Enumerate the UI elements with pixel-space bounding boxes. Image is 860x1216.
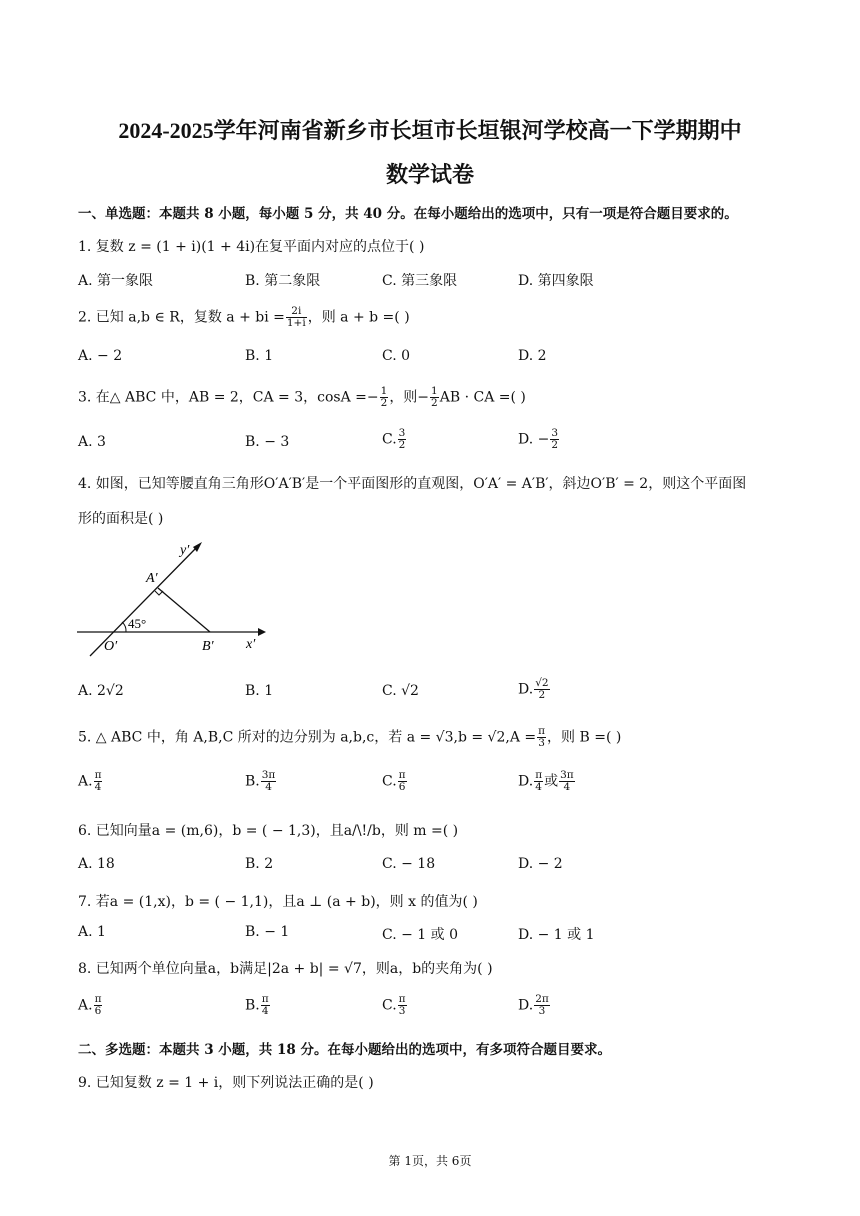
q5-stem-part-b: ，则 B =( ): [547, 729, 622, 746]
q5-option-a: [78, 770, 103, 793]
q5-opt-d-den1: 4: [535, 781, 542, 793]
q3-stem-part-a: 3. 在△ ABC 中，AB = 2，CA = 3，cosA =−: [78, 389, 379, 406]
q3-stem-part-c: AB · CA =( ): [439, 389, 526, 406]
q2-stem-part-b: ，则 a + b =( ): [307, 309, 410, 326]
q8-opt-a-frac: [94, 994, 103, 1017]
y-axis-label: y′: [180, 543, 190, 558]
q2-frac-den: 1+i: [286, 317, 306, 329]
q4-option-b: B. 1: [245, 683, 274, 699]
q5-opt-d-or: 或: [544, 773, 559, 790]
q2-option-a: A. − 2: [78, 348, 123, 364]
q3-frac2-den: 2: [431, 397, 438, 409]
q5-opt-b-label: B.: [245, 773, 260, 790]
q5-opt-a-frac: [94, 770, 103, 793]
q8-opt-a-num: π: [94, 993, 102, 1005]
q5-option-c: [382, 770, 408, 793]
point-b-label: B′: [202, 639, 214, 654]
question-2-stem: [78, 306, 410, 329]
q5-opt-b-frac: [261, 770, 277, 793]
q5-stem-part-a: 5. △ ABC 中，角 A,B,C 所对的边分别为 a,b,c，若 a = √3,b = √2,A =: [78, 729, 537, 746]
q5-frac-den: 3: [538, 737, 545, 749]
q8-opt-b-den: 4: [261, 1005, 269, 1017]
q4-option-d-label: D.: [518, 681, 534, 698]
q1-option-d: D. 第四象限: [518, 273, 594, 289]
q8-opt-b-label: B.: [245, 997, 260, 1014]
point-o-label: O′: [104, 639, 118, 654]
q8-opt-a-label: A.: [78, 997, 93, 1014]
q7-option-d: D. − 1 或 1: [518, 927, 595, 943]
q5-opt-b-den: 4: [265, 781, 272, 793]
question-6-stem: 6. 已知向量a = (m,6)，b = ( − 1,3)，且a/\!/b，则 m =( ): [78, 823, 459, 839]
q4-optd-num: √2: [535, 677, 549, 689]
section-multi-choice-header: 二、多选题：本题共 3 小题，共 18 分。在每小题给出的选项中，有多项符合题目要求。: [78, 1042, 611, 1058]
q5-opt-d-frac1: [534, 770, 543, 793]
exam-title-line2: 数学试卷: [385, 162, 474, 187]
q5-stem-fraction: [537, 726, 546, 749]
q5-opt-d-frac2: [559, 770, 575, 793]
q1-option-a: A. 第一象限: [78, 273, 154, 289]
q8-option-d: [518, 994, 551, 1017]
q8-opt-c-label: C.: [382, 997, 397, 1014]
q3-fraction-2: [430, 386, 439, 409]
x-axis-label: x′: [246, 637, 256, 652]
q3-optd-den: 2: [551, 439, 559, 451]
q2-stem-part-a: 2. 已知 a,b ∈ R，复数 a + bi =: [78, 309, 285, 326]
q8-option-b: [245, 994, 271, 1017]
q3-stem-part-b: ，则−: [389, 389, 430, 406]
q2-frac-num: 2i: [286, 306, 307, 318]
q6-option-b: B. 2: [245, 856, 274, 872]
angle-label: 45°: [128, 616, 147, 631]
q5-opt-a-den: 4: [94, 781, 102, 793]
q3-frac2-num: 1: [431, 385, 438, 397]
q8-opt-d-frac: [534, 994, 550, 1017]
q5-opt-d-label: D.: [518, 773, 534, 790]
q8-opt-c-den: 3: [398, 1005, 406, 1017]
right-angle-mark: [155, 591, 163, 595]
q8-opt-b-frac: [261, 994, 270, 1017]
q5-opt-c-frac: [398, 770, 407, 793]
q3-option-a: A. 3: [78, 434, 106, 450]
q3-fraction-1: [380, 386, 389, 409]
point-a-label: A′: [146, 571, 158, 586]
q1-option-c: C. 第三象限: [382, 273, 458, 289]
q3-option-c-fraction: [398, 428, 407, 451]
q5-option-b: [245, 770, 277, 793]
q5-opt-c-label: C.: [382, 773, 397, 790]
question-4-stem-line1: 4. 如图，已知等腰直角三角形O′A′B′是一个平面图形的直观图，O′A′ = A′B′，斜边O′B′ = 2，则这个平面图: [78, 476, 747, 492]
q8-opt-c-frac: [398, 994, 407, 1017]
page-footer: 第 1页，共 6页: [388, 1154, 472, 1168]
q5-opt-c-den: 6: [398, 781, 406, 793]
q8-opt-a-den: 6: [94, 1005, 102, 1017]
q3-option-d-label: D. −: [518, 431, 550, 448]
q2-option-d: D. 2: [518, 348, 547, 364]
q3-option-c: [382, 428, 407, 451]
question-8-stem: 8. 已知两个单位向量a，b满足|2a + b| = √7，则a，b的夹角为( ): [78, 961, 493, 977]
q4-option-c: C. √2: [382, 683, 419, 699]
q8-opt-c-num: π: [398, 993, 406, 1005]
q6-option-c: C. − 18: [382, 856, 436, 872]
q7-option-c: C. − 1 或 0: [382, 927, 459, 943]
q4-option-d: [518, 678, 551, 701]
q4-option-a: A. 2√2: [78, 683, 124, 699]
q3-option-d: [518, 428, 560, 451]
q3-optc-den: 2: [398, 439, 406, 451]
q3-frac1-den: 2: [380, 397, 388, 409]
q3-option-b: B. − 3: [245, 434, 290, 450]
question-5-stem: [78, 726, 621, 749]
question-1-stem: 1. 复数 z = (1 + i)(1 + 4i)在复平面内对应的点位于( ): [78, 239, 425, 255]
q5-opt-a-label: A.: [78, 773, 93, 790]
q8-opt-d-num: 2π: [535, 993, 549, 1005]
q5-frac-num: π: [538, 725, 546, 737]
q2-option-b: B. 1: [245, 348, 274, 364]
q5-opt-d-den2: 4: [563, 781, 571, 793]
q3-option-d-fraction: [550, 428, 559, 451]
q5-opt-a-num: π: [94, 769, 102, 781]
q7-option-a: A. 1: [78, 924, 106, 940]
q5-option-d: [518, 770, 576, 793]
q2-fraction: [286, 306, 307, 329]
q5-opt-c-num: π: [398, 769, 406, 781]
exam-title-line1: 2024-2025学年河南省新乡市长垣市长垣银河学校高一下学期期中: [118, 118, 742, 143]
q8-opt-b-num: π: [261, 993, 269, 1005]
question-7-stem: 7. 若a = (1,x)，b = ( − 1,1)，且a ⊥ (a + b)，则 x 的值为( ): [78, 894, 478, 910]
q8-option-a: [78, 994, 103, 1017]
q2-option-c: C. 0: [382, 348, 411, 364]
q4-figure: [74, 536, 274, 661]
q3-frac1-num: 1: [380, 385, 388, 397]
q1-option-b: B. 第二象限: [245, 273, 321, 289]
q5-opt-d-num2: 3π: [560, 769, 574, 781]
segment-a-b: [158, 588, 210, 632]
question-9-stem: 9. 已知复数 z = 1 + i，则下列说法正确的是( ): [78, 1075, 374, 1091]
q5-opt-d-num1: π: [535, 769, 543, 781]
q4-option-d-fraction: [534, 678, 549, 701]
q6-option-a: A. 18: [78, 856, 115, 872]
q4-optd-den: 2: [538, 689, 546, 701]
q7-option-b: B. − 1: [245, 924, 290, 940]
question-3-stem: [78, 386, 526, 409]
q5-opt-b-num: 3π: [261, 769, 276, 781]
question-4-stem-line2: 形的面积是( ): [78, 511, 164, 527]
x-axis-arrow-icon: [258, 628, 266, 636]
q6-option-d: D. − 2: [518, 856, 563, 872]
q3-optc-num: 3: [398, 427, 406, 439]
q3-optd-num: 3: [551, 427, 559, 439]
q8-opt-d-den: 3: [538, 1005, 546, 1017]
section-single-choice-header: 一、单选题：本题共 8 小题，每小题 5 分，共 40 分。在每小题给出的选项中，只有一项是符合题目要求的。: [78, 206, 738, 222]
q3-option-c-label: C.: [382, 431, 397, 448]
q8-opt-d-label: D.: [518, 997, 534, 1014]
q8-option-c: [382, 994, 408, 1017]
